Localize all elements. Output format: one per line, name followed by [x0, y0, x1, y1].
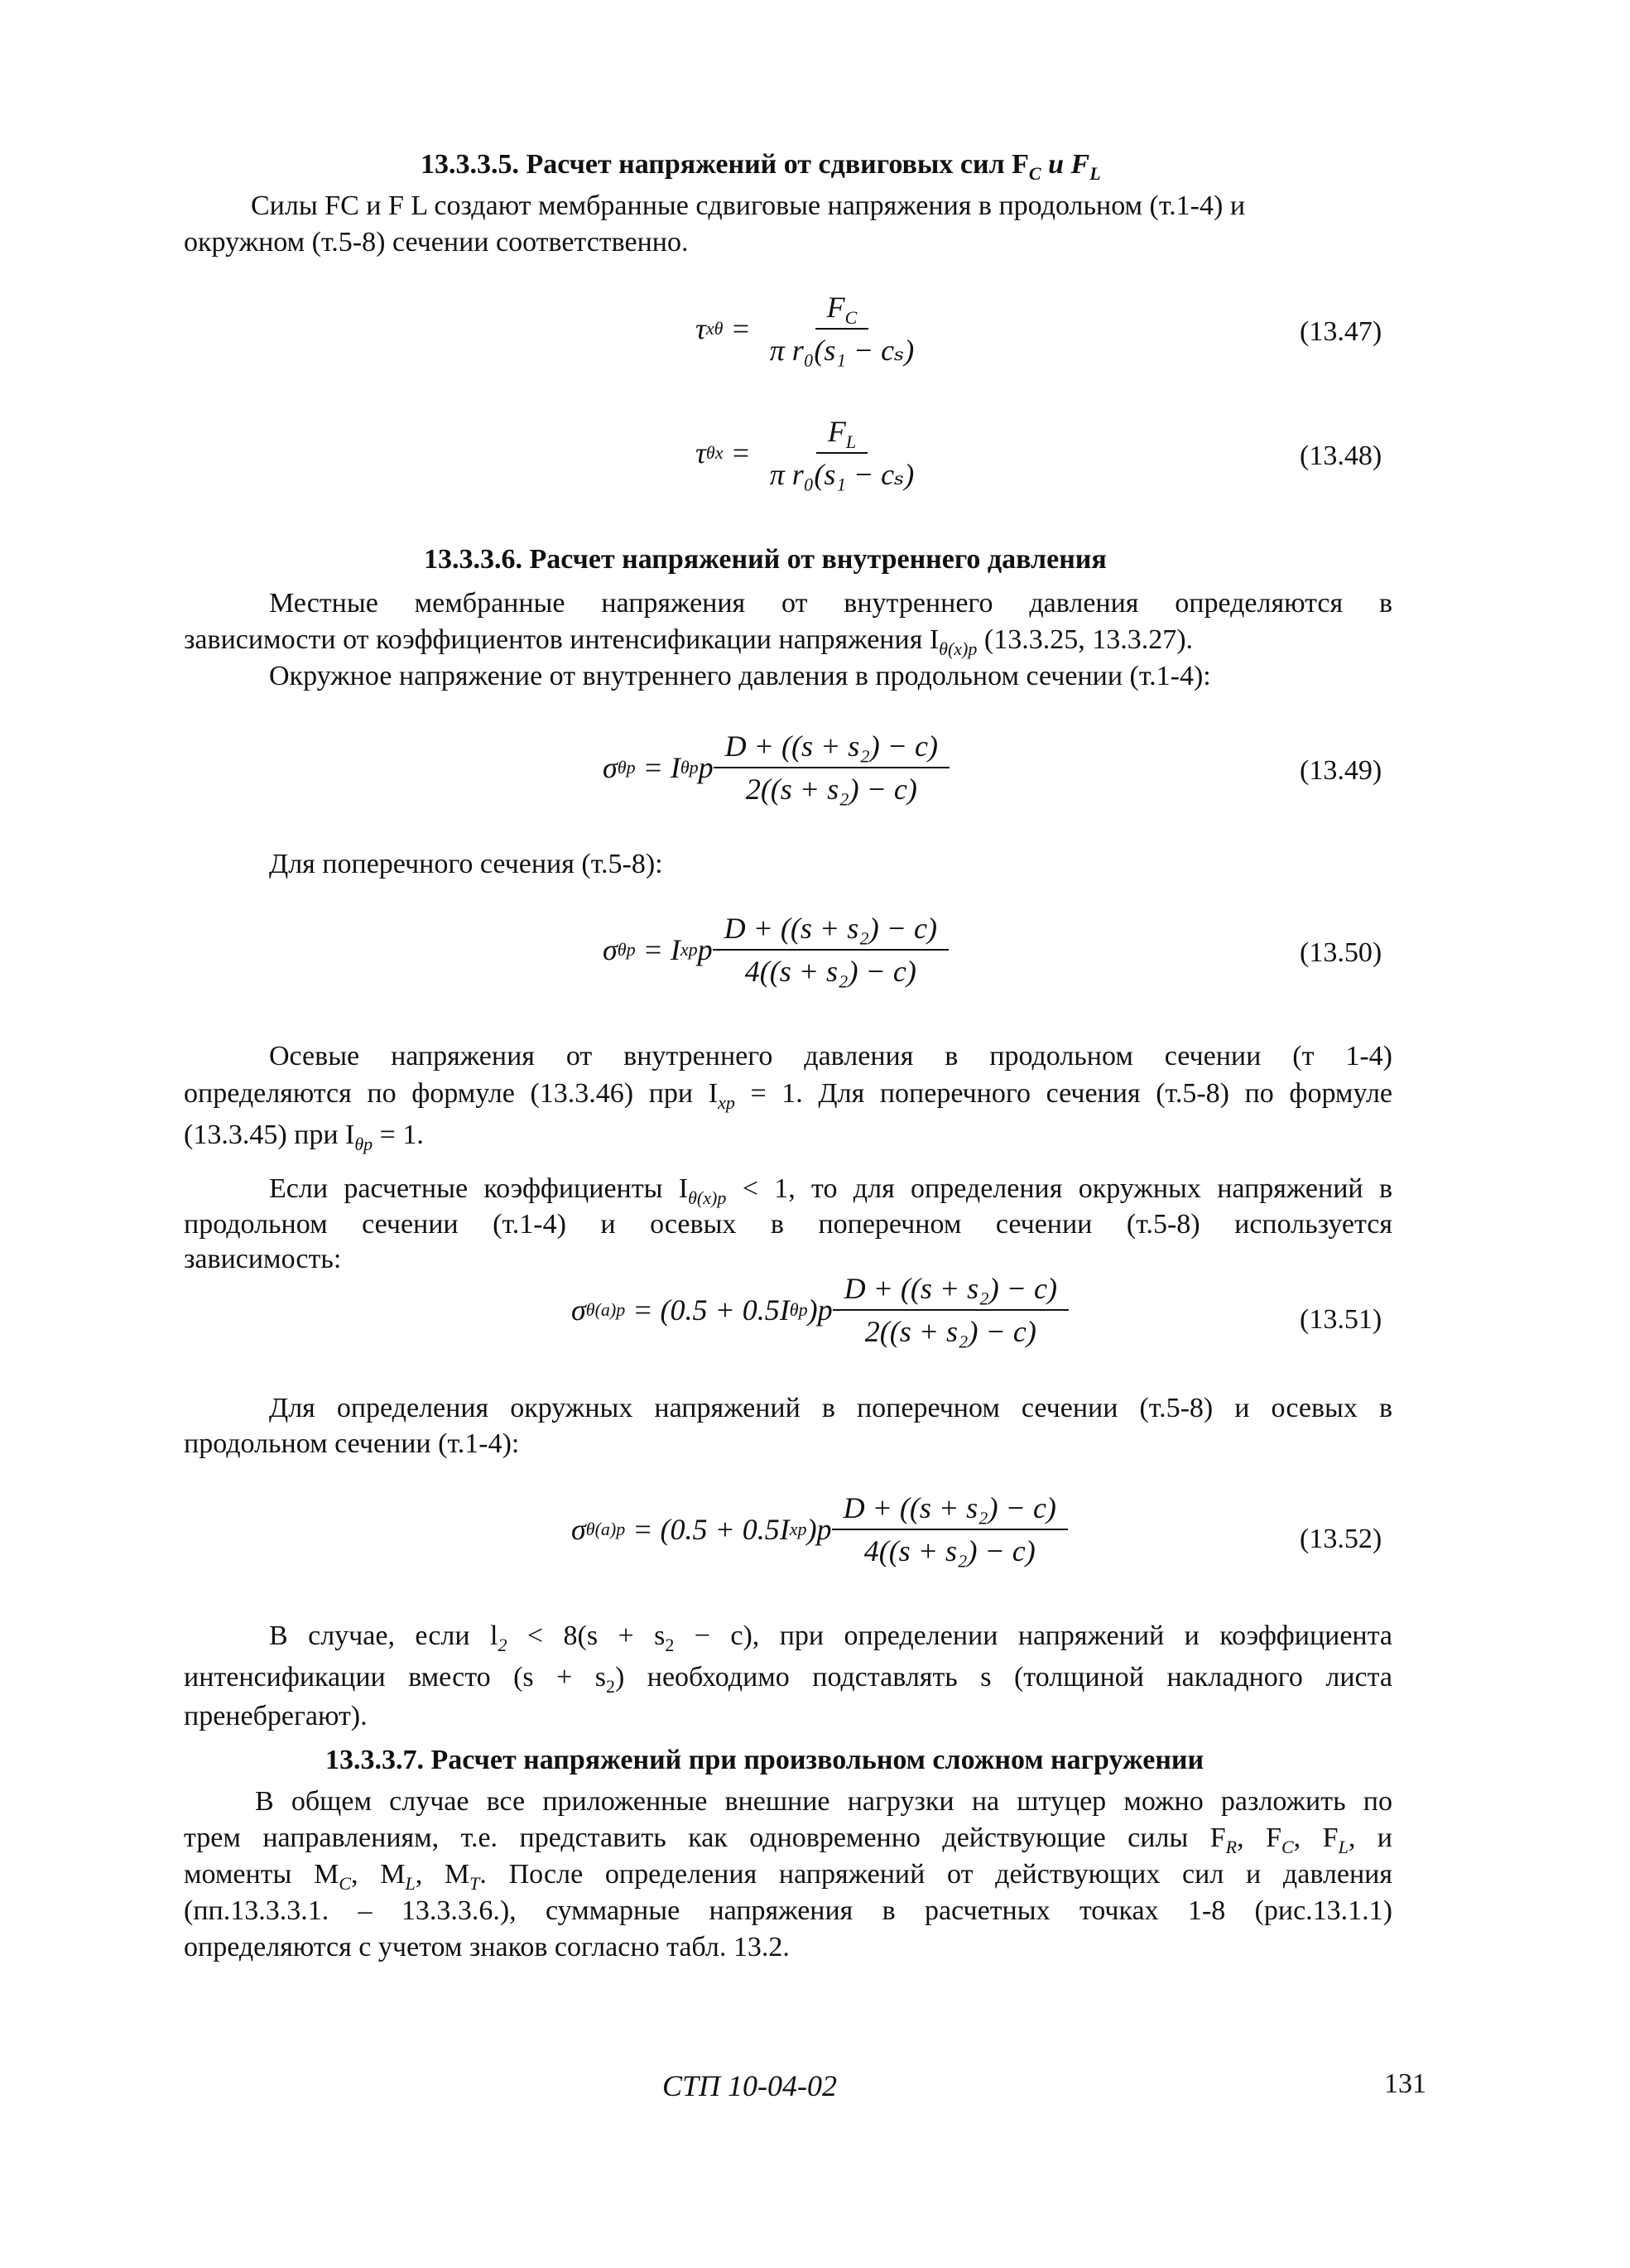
paragraph-line: моменты $M_C$, $M_L$, $M_T$. После определения напряжений от действующих сил и давления — [184, 1859, 1393, 1894]
paragraph-line: Для поперечного сечения (т.5-8): — [269, 849, 663, 879]
equation-number: (13.51) — [1300, 1304, 1382, 1335]
equation-13-47: τ xθ = $\frac{F_C}{\text{π r₀(s₁ − cₛ)}}$ (13.47) — [695, 291, 1382, 367]
paragraph-line: В общем случае все приложенные внешние нагрузки на штуцер можно разложить по — [255, 1786, 1392, 1817]
paragraph-line: определяются с учетом знаков согласно табл. 13.2. — [184, 1932, 790, 1962]
equation-13-51: σ θ(a)p = (0.5 + 0.5I θp )p $\frac{\text{D + ((s + s₂) − c)}}{\text{2((s + s₂) − c)}}$ (13.51) — [571, 1272, 1382, 1348]
paragraph-line: трем направлениям, т.е. представить как одновременно действующие силы $F_R$, $F_C$, $F_L$, и — [184, 1823, 1392, 1857]
equation-13-52: σ θ(a)p = (0.5 + 0.5I xp )p $\frac{\text{D + ((s + s₂) − c)}}{\text{4((s + s₂) − c)}}$ (13.52) — [571, 1491, 1382, 1567]
paragraph-line: Осевые напряжения от внутреннего давления в продольном сечении (т 1-4) — [269, 1041, 1392, 1071]
equation-number: (13.48) — [1300, 441, 1382, 471]
paragraph-line: Силы FC и F L создают мембранные сдвиговые напряжения в продольном (т.1-4) и — [251, 190, 1246, 221]
paragraph-line: окружном (т.5-8) сечении соответственно. — [184, 227, 689, 258]
paragraph-line: (13.3.45) при $I_{\theta p} = 1$. — [184, 1120, 424, 1154]
section-heading-13-3-3-5: 13.3.3.5. Расчет напряжений от сдвиговых сил $F_C$ и $F_L$ — [421, 149, 1101, 184]
paragraph-line: зависимости от коэффициентов интенсификации напряжения $I_{\theta(x)p}$ (13.3.25, 13.3.27). — [184, 624, 1194, 659]
paragraph-line: пренебрегают). — [184, 1701, 368, 1731]
paragraph-line: продольном сечении (т.1-4): — [184, 1428, 520, 1459]
paragraph-line: интенсификации вместо $(s + s_2)$ необходимо подставлять s (толщиной накладного листа — [184, 1662, 1392, 1697]
paragraph-line: определяются по формуле (13.3.46) при $I_{xp} = 1$. Для поперечного сечения (т.5-8) по формуле — [184, 1078, 1393, 1113]
equation-number: (13.49) — [1300, 755, 1382, 786]
equation-number: (13.52) — [1300, 1524, 1382, 1554]
equation-13-50: σ θp = I xp p $\frac{\text{D + ((s + s₂) − c)}}{\text{4((s + s₂) − c)}}$ (13.50) — [603, 912, 1382, 988]
paragraph-line: продольном сечении (т.1-4) и осевых в поперечном сечении (т.5-8) используется — [184, 1209, 1392, 1240]
paragraph-line: Для определения окружных напряжений в поперечном сечении (т.5-8) и осевых в — [269, 1393, 1392, 1423]
paragraph-line: (пп.13.3.3.1. – 13.3.3.6.), суммарные напряжения в расчетных точках 1-8 (рис.13.1.1) — [184, 1895, 1392, 1926]
equation-13-49: σ θp = I θp p $\frac{\text{D + ((s + s₂) − c)}}{\text{2((s + s₂) − c)}}$ (13.49) — [603, 730, 1382, 806]
equation-number: (13.50) — [1300, 937, 1382, 968]
paragraph-line: В случае, если $l_2 < 8(s + s_2 - c)$, при определении напряжений и коэффициента — [269, 1620, 1392, 1655]
paragraph-line: зависимость: — [184, 1244, 342, 1274]
paragraph-line: Если расчетные коэффициенты $I_{\theta(x)p} < 1$, то для определения окружных напряжений в — [269, 1173, 1393, 1208]
paragraph-line: Окружное напряжение от внутреннего давления в продольном сечении (т.1-4): — [269, 661, 1211, 691]
footer-document-code: СТП 10-04-02 — [662, 2069, 838, 2102]
equation-13-48: τ θx = $\frac{F_L}{\text{π r₀(s₁ − cₛ)}}$ (13.48) — [695, 415, 1382, 491]
paragraph-line: Местные мембранные напряжения от внутреннего давления определяются в — [269, 588, 1392, 619]
section-heading-13-3-3-7: 13.3.3.7. Расчет напряжений при произвольном сложном нагружении — [325, 1745, 1204, 1775]
footer-page-number: 131 — [1384, 2068, 1426, 2099]
equation-number: (13.47) — [1300, 316, 1382, 347]
section-heading-13-3-3-6: 13.3.3.6. Расчет напряжений от внутреннего давления — [424, 544, 1107, 575]
